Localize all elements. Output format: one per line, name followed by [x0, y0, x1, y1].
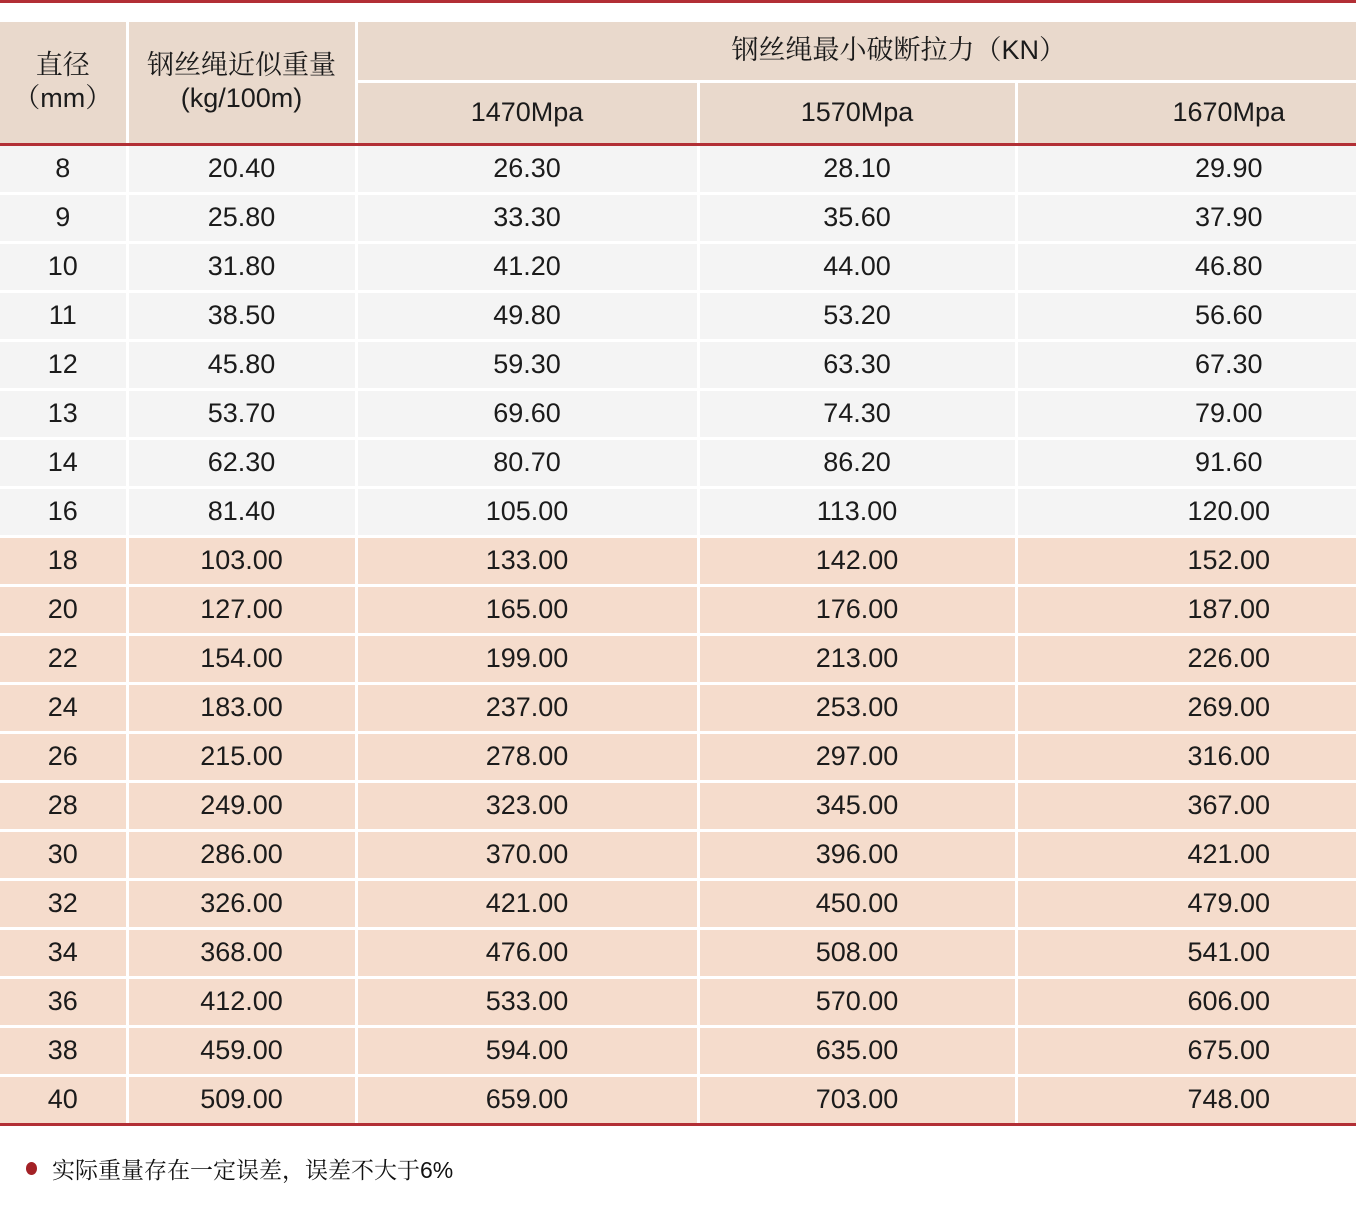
cell-diameter: 20 [0, 585, 127, 634]
cell-weight: 154.00 [127, 634, 356, 683]
cell-weight: 326.00 [127, 879, 356, 928]
cell-f1670: 748.00 [1016, 1075, 1356, 1124]
header-weight-line2: (kg/100m) [180, 83, 303, 114]
cell-f1570: 28.10 [698, 144, 1016, 193]
cell-f1670: 79.00 [1016, 389, 1356, 438]
cell-weight: 412.00 [127, 977, 356, 1026]
cell-f1670: 606.00 [1016, 977, 1356, 1026]
cell-f1470: 237.00 [356, 683, 698, 732]
cell-f1570: 86.20 [698, 438, 1016, 487]
cell-f1470: 41.20 [356, 242, 698, 291]
cell-f1570: 297.00 [698, 732, 1016, 781]
cell-diameter: 16 [0, 487, 127, 536]
table-row [0, 683, 1356, 732]
cell-f1570: 74.30 [698, 389, 1016, 438]
cell-weight: 53.70 [127, 389, 356, 438]
cell-weight: 20.40 [127, 144, 356, 193]
cell-f1570: 450.00 [698, 879, 1016, 928]
table-row [0, 242, 1356, 291]
cell-diameter: 34 [0, 928, 127, 977]
cell-weight: 81.40 [127, 487, 356, 536]
table-row [0, 977, 1356, 1026]
cell-diameter: 24 [0, 683, 127, 732]
cell-f1570: 570.00 [698, 977, 1016, 1026]
cell-f1470: 165.00 [356, 585, 698, 634]
cell-diameter: 30 [0, 830, 127, 879]
cell-f1570: 142.00 [698, 536, 1016, 585]
cell-diameter: 26 [0, 732, 127, 781]
cell-weight: 25.80 [127, 193, 356, 242]
table-row [0, 144, 1356, 193]
cell-f1470: 33.30 [356, 193, 698, 242]
cell-f1570: 253.00 [698, 683, 1016, 732]
cell-f1470: 26.30 [356, 144, 698, 193]
cell-f1470: 594.00 [356, 1026, 698, 1075]
table-row [0, 781, 1356, 830]
cell-f1670: 421.00 [1016, 830, 1356, 879]
table-row [0, 634, 1356, 683]
header-grade-1670: 1670Mpa [1016, 81, 1356, 144]
table-row [0, 585, 1356, 634]
cell-f1670: 269.00 [1016, 683, 1356, 732]
cell-f1470: 421.00 [356, 879, 698, 928]
header-diameter-line2: （mm） [13, 83, 113, 114]
cell-diameter: 22 [0, 634, 127, 683]
table-row [0, 928, 1356, 977]
cell-diameter: 38 [0, 1026, 127, 1075]
cell-diameter: 12 [0, 340, 127, 389]
cell-diameter: 9 [0, 193, 127, 242]
cell-f1670: 120.00 [1016, 487, 1356, 536]
cell-f1570: 345.00 [698, 781, 1016, 830]
cell-f1670: 29.90 [1016, 144, 1356, 193]
cell-f1670: 316.00 [1016, 732, 1356, 781]
bullet-icon [26, 1162, 37, 1175]
cell-f1470: 69.60 [356, 389, 698, 438]
top-divider-line [0, 0, 1356, 3]
cell-diameter: 40 [0, 1075, 127, 1124]
cell-f1570: 113.00 [698, 487, 1016, 536]
cell-f1570: 213.00 [698, 634, 1016, 683]
header-diameter-line1: 直径 [35, 50, 90, 81]
cell-weight: 103.00 [127, 536, 356, 585]
cell-f1670: 152.00 [1016, 536, 1356, 585]
cell-f1670: 67.30 [1016, 340, 1356, 389]
cell-f1470: 80.70 [356, 438, 698, 487]
cell-f1470: 370.00 [356, 830, 698, 879]
cell-f1470: 199.00 [356, 634, 698, 683]
header-weight-line1: 钢丝绳近似重量 [147, 50, 336, 81]
footnote-text: 实际重量存在一定误差，误差不大于6% [52, 1156, 454, 1183]
table-row [0, 389, 1356, 438]
cell-f1670: 675.00 [1016, 1026, 1356, 1075]
cell-f1470: 323.00 [356, 781, 698, 830]
cell-diameter: 13 [0, 389, 127, 438]
table-row [0, 1075, 1356, 1124]
cell-diameter: 14 [0, 438, 127, 487]
cell-f1670: 56.60 [1016, 291, 1356, 340]
cell-weight: 459.00 [127, 1026, 356, 1075]
cell-f1470: 278.00 [356, 732, 698, 781]
table-row [0, 438, 1356, 487]
cell-f1570: 63.30 [698, 340, 1016, 389]
cell-f1470: 49.80 [356, 291, 698, 340]
cell-f1570: 508.00 [698, 928, 1016, 977]
header-grade-1470: 1470Mpa [356, 81, 698, 144]
cell-f1470: 659.00 [356, 1075, 698, 1124]
cell-f1470: 59.30 [356, 340, 698, 389]
cell-diameter: 18 [0, 536, 127, 585]
wire-rope-spec-table [0, 22, 1356, 1126]
cell-f1670: 37.90 [1016, 193, 1356, 242]
cell-weight: 45.80 [127, 340, 356, 389]
cell-weight: 215.00 [127, 732, 356, 781]
cell-weight: 509.00 [127, 1075, 356, 1124]
table-row [0, 830, 1356, 879]
cell-f1670: 367.00 [1016, 781, 1356, 830]
cell-f1670: 46.80 [1016, 242, 1356, 291]
cell-diameter: 28 [0, 781, 127, 830]
cell-weight: 38.50 [127, 291, 356, 340]
cell-f1570: 635.00 [698, 1026, 1016, 1075]
cell-f1570: 396.00 [698, 830, 1016, 879]
cell-diameter: 11 [0, 291, 127, 340]
cell-f1570: 176.00 [698, 585, 1016, 634]
table-row [0, 732, 1356, 781]
table-row [0, 340, 1356, 389]
cell-f1570: 53.20 [698, 291, 1016, 340]
cell-f1570: 44.00 [698, 242, 1016, 291]
table-row [0, 536, 1356, 585]
cell-weight: 31.80 [127, 242, 356, 291]
footnote [26, 1152, 1356, 1185]
cell-f1470: 476.00 [356, 928, 698, 977]
table-row [0, 487, 1356, 536]
table-body [0, 144, 1356, 1124]
table-clip-region [0, 22, 1356, 1126]
cell-f1670: 187.00 [1016, 585, 1356, 634]
table-header [0, 22, 1356, 144]
cell-f1570: 35.60 [698, 193, 1016, 242]
cell-diameter: 36 [0, 977, 127, 1026]
cell-f1470: 533.00 [356, 977, 698, 1026]
header-diameter [0, 22, 127, 144]
cell-f1670: 479.00 [1016, 879, 1356, 928]
table-row [0, 1026, 1356, 1075]
header-breaking-force: 钢丝绳最小破断拉力（KN） [356, 22, 1356, 81]
cell-f1470: 133.00 [356, 536, 698, 585]
table-row [0, 879, 1356, 928]
cell-f1670: 226.00 [1016, 634, 1356, 683]
cell-weight: 368.00 [127, 928, 356, 977]
cell-f1670: 91.60 [1016, 438, 1356, 487]
cell-f1470: 105.00 [356, 487, 698, 536]
cell-weight: 183.00 [127, 683, 356, 732]
cell-weight: 286.00 [127, 830, 356, 879]
cell-diameter: 32 [0, 879, 127, 928]
cell-weight: 249.00 [127, 781, 356, 830]
cell-diameter: 10 [0, 242, 127, 291]
cell-weight: 127.00 [127, 585, 356, 634]
header-weight [127, 22, 356, 144]
header-grade-1570: 1570Mpa [698, 81, 1016, 144]
cell-weight: 62.30 [127, 438, 356, 487]
table-row [0, 193, 1356, 242]
cell-f1670: 541.00 [1016, 928, 1356, 977]
cell-diameter: 8 [0, 144, 127, 193]
table-row [0, 291, 1356, 340]
cell-f1570: 703.00 [698, 1075, 1016, 1124]
